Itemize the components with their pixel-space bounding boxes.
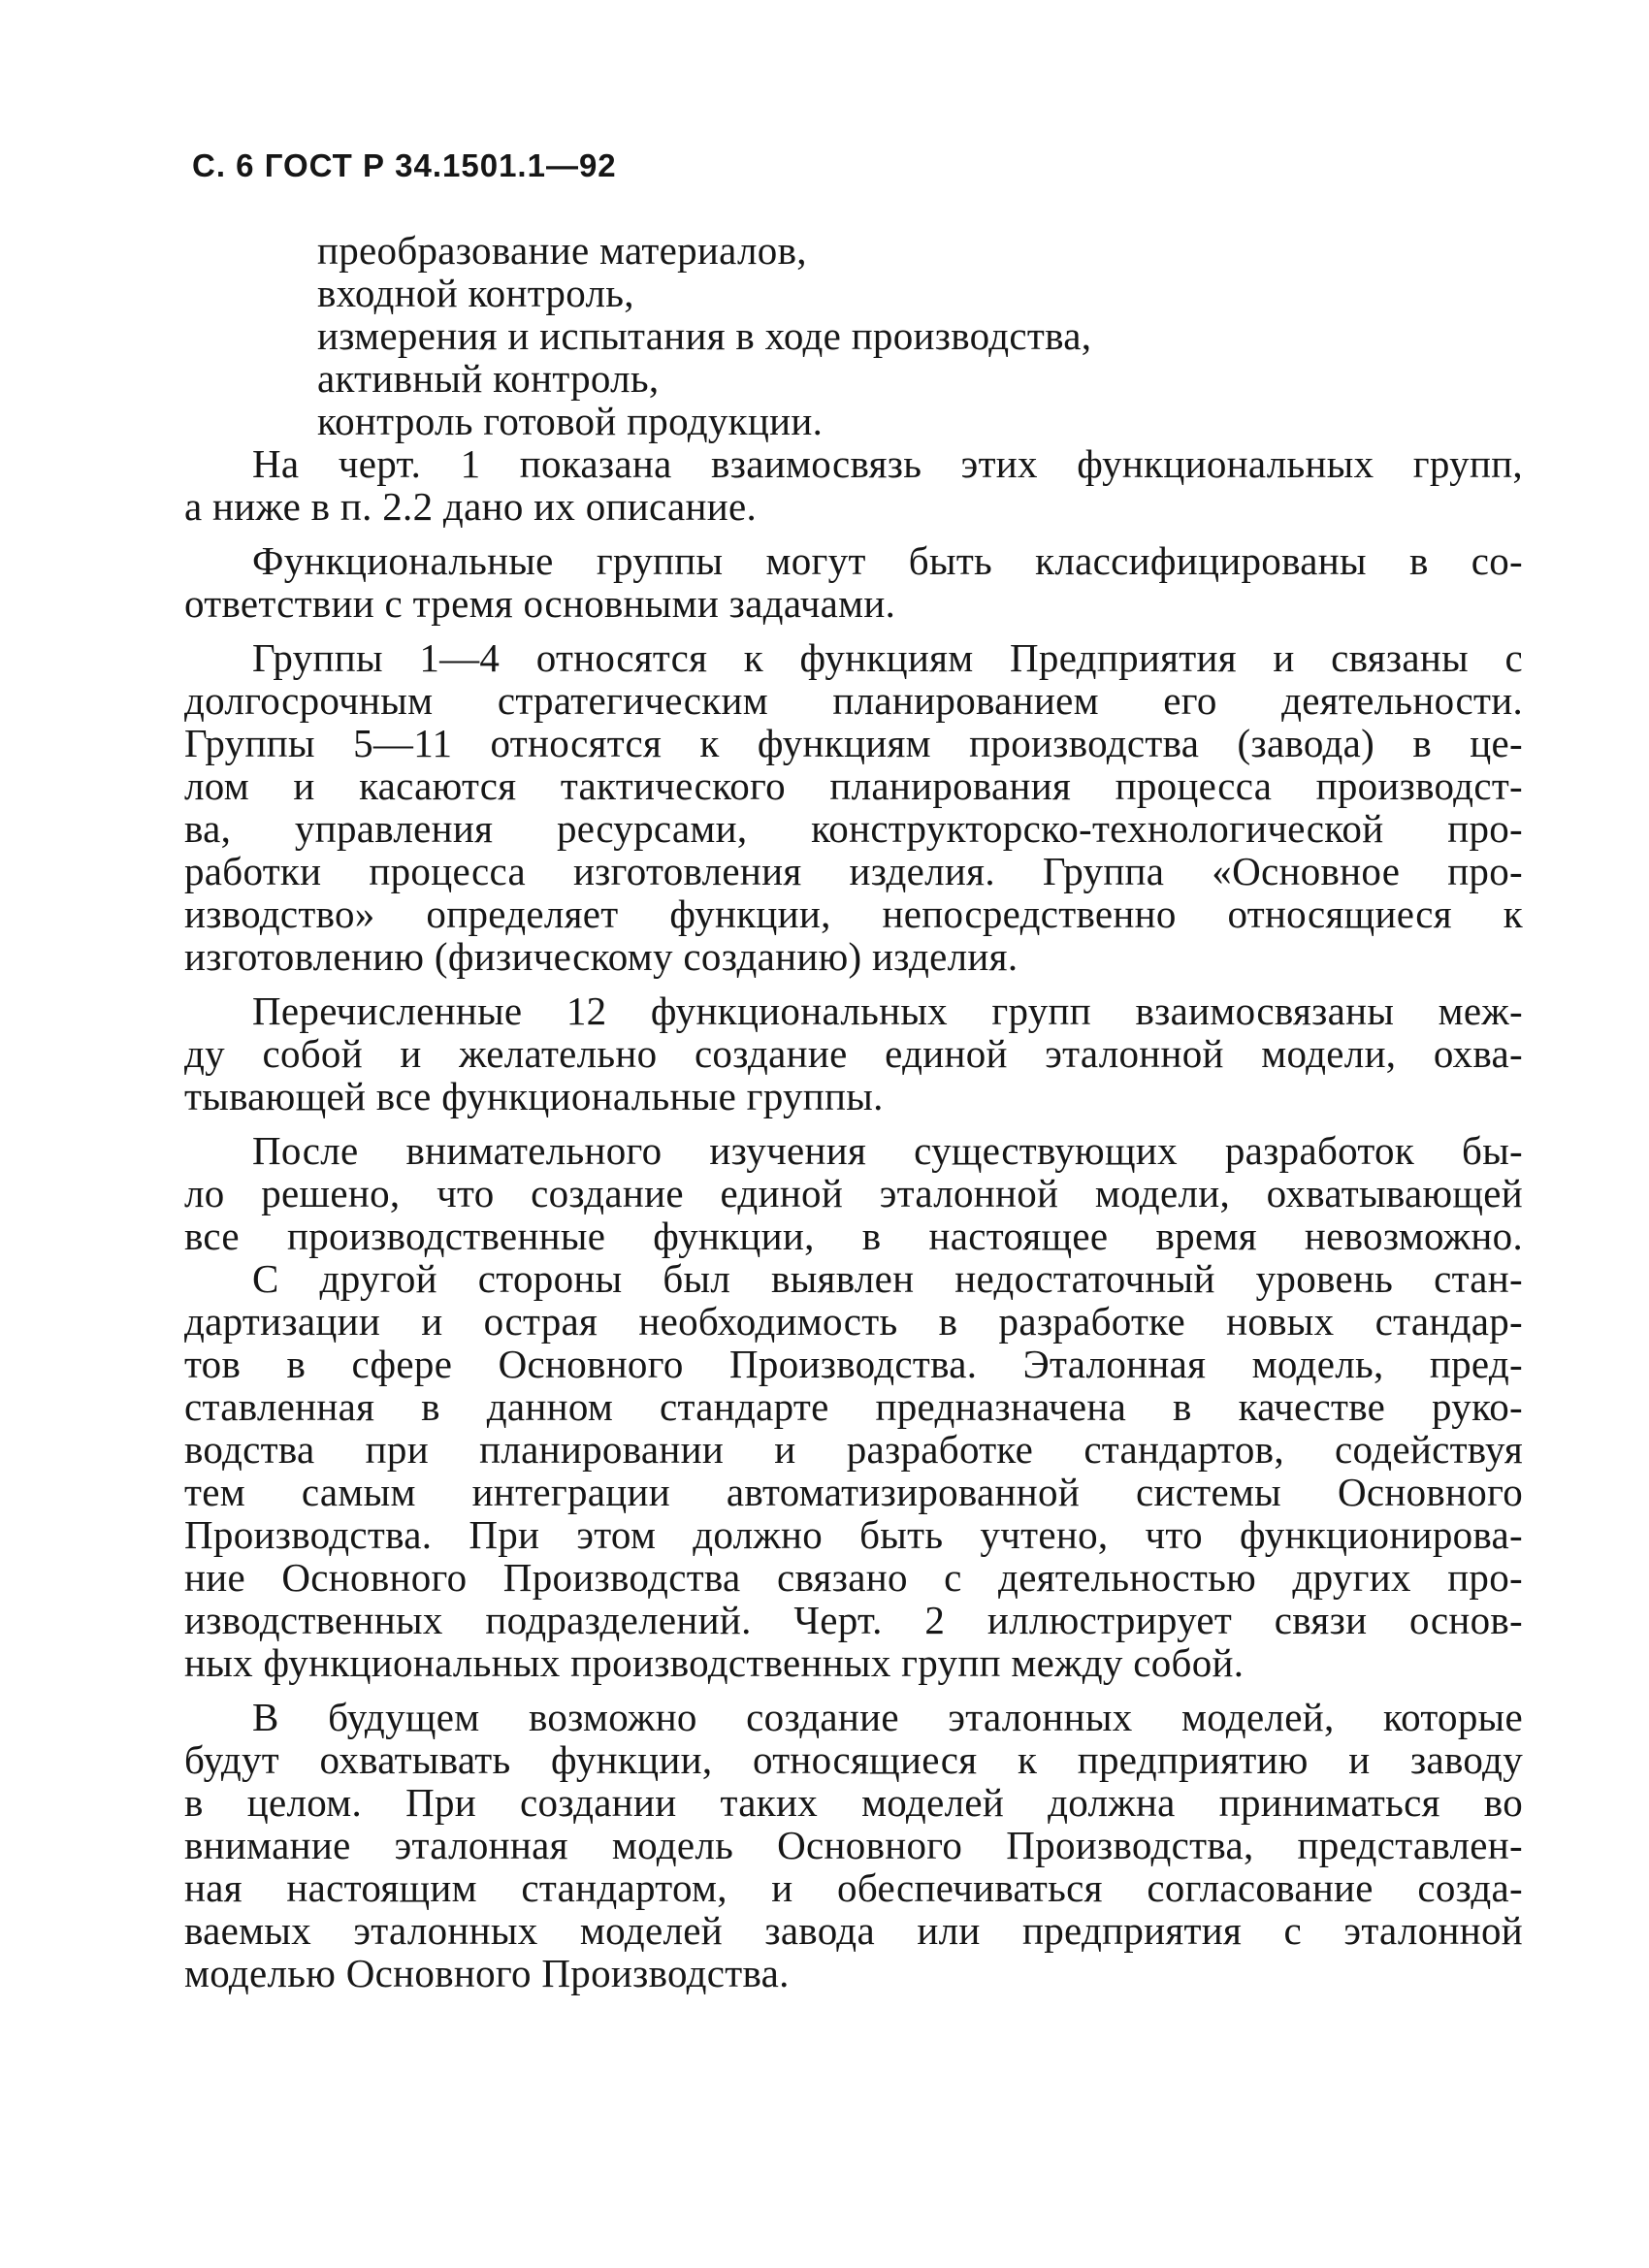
text-line: После внимательного изучения существующих разработок бы-	[252, 1128, 1523, 1173]
list-item: активный контроль,	[317, 356, 660, 401]
text-line: ло решено, что создание единой эталонной модели, охватывающей	[184, 1171, 1523, 1215]
text-line: В будущем возможно создание эталонных моделей, которые	[252, 1695, 1523, 1739]
text-line: ответствии с тремя основными задачами.	[184, 581, 896, 626]
body-text	[184, 442, 1523, 2006]
text-line: изготовлению (физическому созданию) изделия.	[184, 934, 1018, 979]
list-item: измерения и испытания в ходе производства,	[317, 313, 1092, 358]
text-line: Функциональные группы могут быть классифицированы в со-	[252, 538, 1523, 583]
text-line: дартизации и острая необходимость в разработке новых стандар-	[184, 1299, 1523, 1344]
page-header: С. 6 ГОСТ Р 34.1501.1—92	[192, 147, 617, 183]
text-line: ваемых эталонных моделей завода или предприятия с эталонной	[184, 1908, 1523, 1953]
text-line: работки процесса изготовления изделия. Группа «Основное про-	[184, 849, 1523, 893]
text-line: ная настоящим стандартом, и обеспечиваться согласование созда-	[184, 1865, 1523, 1910]
text-line: тем самым интеграции автоматизированной системы Основного	[184, 1470, 1523, 1514]
text-line: долгосрочным стратегическим планированием его деятельности.	[184, 678, 1523, 723]
text-line: Группы 5—11 относятся к функциям производства (завода) в це-	[184, 721, 1523, 765]
text-line: все производственные функции, в настоящее время невозможно.	[184, 1214, 1523, 1258]
text-line: будут охватывать функции, относящиеся к предприятию и заводу	[184, 1737, 1523, 1782]
list-item: входной контроль,	[317, 271, 634, 315]
paragraph-2	[184, 539, 1523, 625]
paragraph-1	[184, 442, 1523, 528]
text-line: Перечисленные 12 функциональных групп взаимосвязаны меж-	[252, 988, 1523, 1033]
text-line: тывающей все функциональные группы.	[184, 1074, 884, 1118]
paragraph-3	[184, 636, 1523, 978]
text-line: лом и касаются тактического планирования процесса производст-	[184, 763, 1523, 808]
paragraph-6	[184, 1696, 1523, 1994]
text-line: ние Основного Производства связано с деятельностью других про-	[184, 1555, 1523, 1600]
text-line: ставленная в данном стандарте предназначена в качестве руко-	[184, 1384, 1523, 1429]
text-line: С другой стороны был выявлен недостаточный уровень стан-	[252, 1256, 1523, 1301]
text-line: водства при планировании и разработке стандартов, содействуя	[184, 1427, 1523, 1472]
text-line: На черт. 1 показана взаимосвязь этих функциональных групп,	[252, 441, 1523, 486]
text-line: ду собой и желательно создание единой эталонной модели, охва-	[184, 1031, 1523, 1076]
text-line: изводственных подразделений. Черт. 2 иллюстрирует связи основ-	[184, 1598, 1523, 1642]
text-line: моделью Основного Производства.	[184, 1951, 790, 1995]
text-line: в целом. При создании таких моделей должна приниматься во	[184, 1780, 1523, 1825]
text-line: ных функциональных производственных групп между собой.	[184, 1640, 1245, 1685]
text-line: Производства. При этом должно быть учтено, что функционирова-	[184, 1512, 1523, 1557]
paragraph-5	[184, 1129, 1523, 1684]
function-list	[317, 229, 1091, 442]
text-line: тов в сфере Основного Производства. Эталонная модель, пред-	[184, 1342, 1523, 1386]
text-line: внимание эталонная модель Основного Производства, представлен-	[184, 1823, 1523, 1867]
text-line: а ниже в п. 2.2 дано их описание.	[184, 484, 758, 529]
text-line: ва, управления ресурсами, конструкторско-технологической про-	[184, 806, 1523, 851]
list-item: преобразование материалов,	[317, 228, 807, 273]
text-line: изводство» определяет функции, непосредственно относящиеся к	[184, 891, 1523, 936]
paragraph-4	[184, 989, 1523, 1118]
text-line: Группы 1—4 относятся к функциям Предприятия и связаны с	[252, 635, 1523, 680]
list-item: контроль готовой продукции.	[317, 399, 824, 443]
